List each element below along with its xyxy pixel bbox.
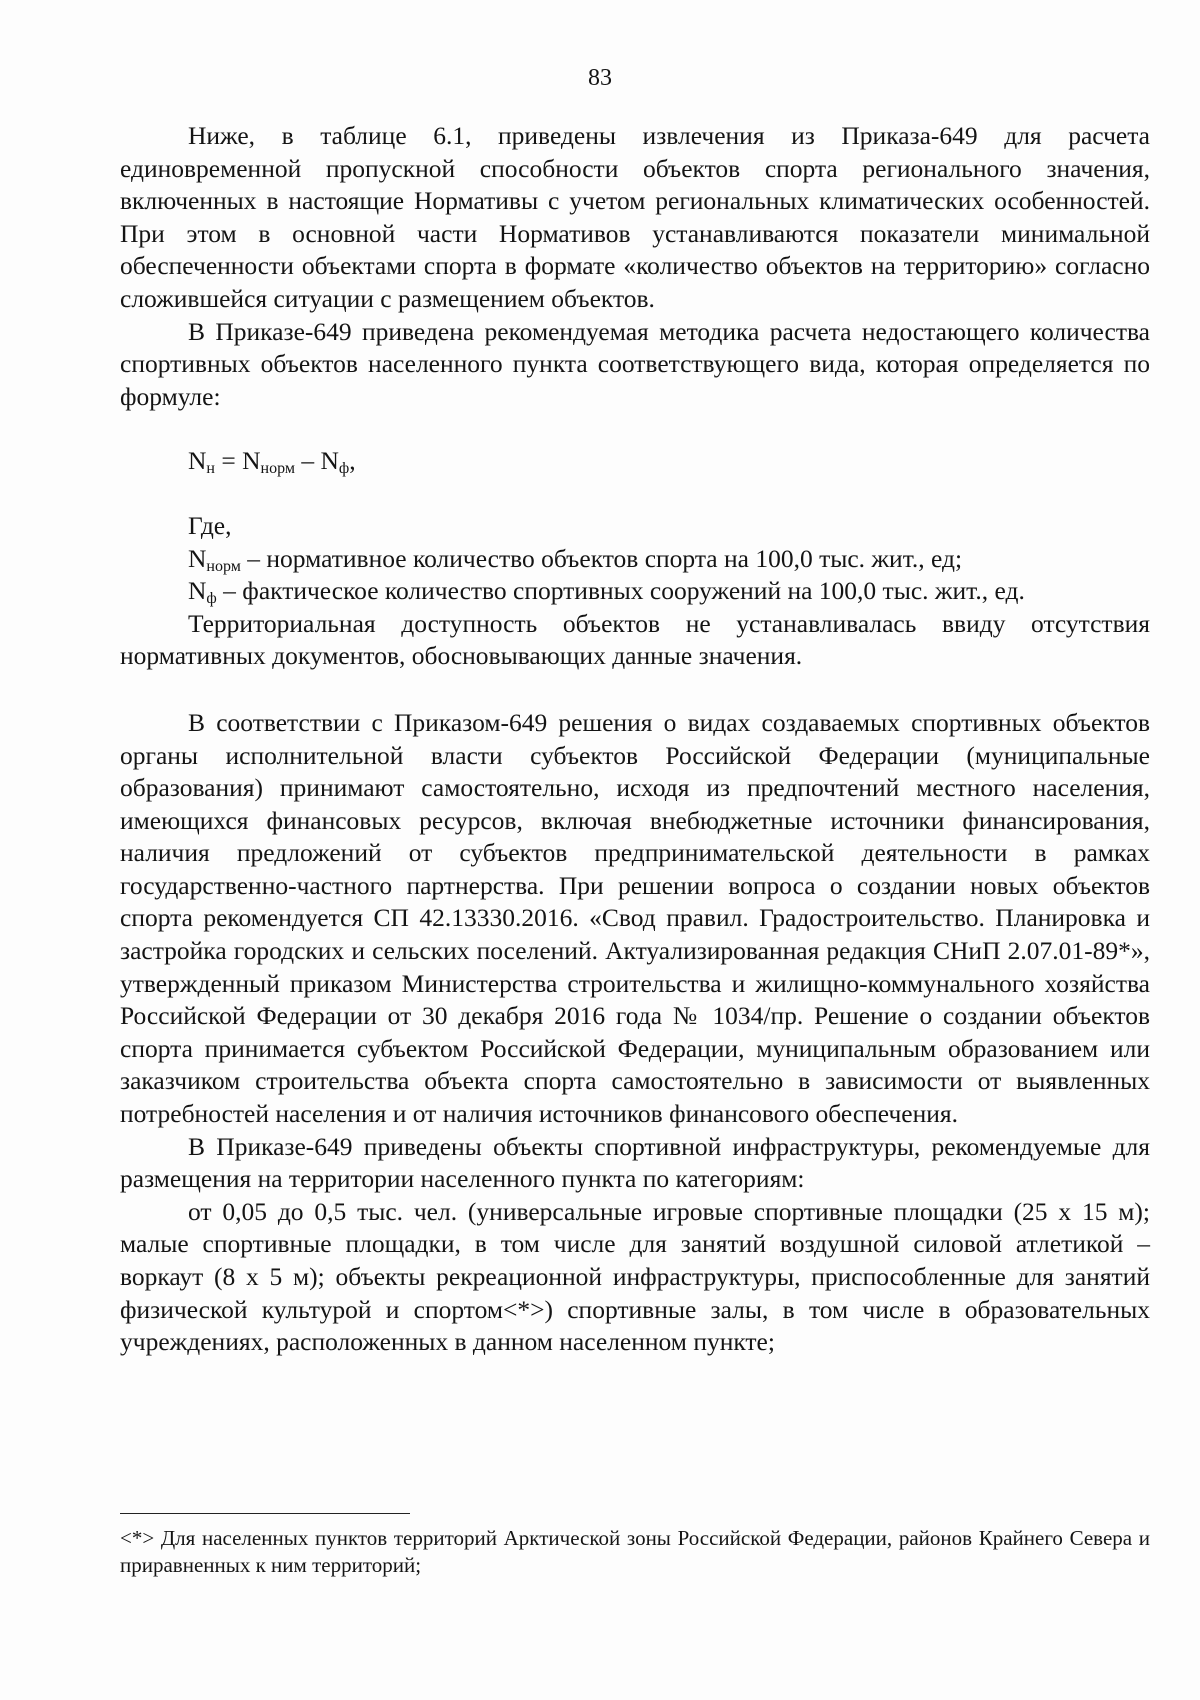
footnote: <*> Для населенных пунктов территорий Арктической зоны Российской Федерации, районов Крайнего Севера и приравненных к ним территорий; [120, 1526, 1150, 1577]
paragraph-infrastructure: В Приказе-649 приведены объекты спортивной инфраструктуры, рекомендуемые для размещения на территории населенного пункта по категориям: [120, 1131, 1150, 1194]
paragraph-method-intro: В Приказе-649 приведена рекомендуемая методика расчета недостающего количества спортивных объектов населенного пункта соответствующего вида, которая определяется по формуле: [120, 316, 1150, 411]
definition-subscript: норм [206, 557, 241, 575]
paragraph-accessibility: Территориальная доступность объектов не устанавливалась ввиду отсутствия нормативных документов, обосновывающих данные значения. [120, 608, 1150, 671]
formula-tail: , [349, 446, 356, 476]
definition-actual [120, 575, 1150, 608]
paragraph-table-intro: Ниже, в таблице 6.1, приведены извлечения из Приказа-649 для расчета единовременной пропускной способности объектов спорта регионального значения, включенных в настоящие Нормативы с учетом региональных климатических особенностей. При этом в основной части Нормативов устанавливаются показатели минимальной обеспеченности объектами спорта в формате «количество объектов на территорию» согласно сложившейся ситуации с размещением объектов. [120, 121, 1150, 313]
body-text [120, 120, 1150, 1359]
formula-rhs-norm-subscript: норм [260, 460, 295, 478]
definition-text: – нормативное количество объектов спорта на 100,0 тыс. жит., ед; [240, 543, 963, 573]
paragraph-decisions: В соответствии с Приказом-649 решения о видах создаваемых спортивных объектов органы исполнительной власти субъектов Российской Федерации (муниципальные образования) принимают самостоятельно, исходя из предпочтений местного населения, имеющихся финансовых ресурсов, включая внебюджетные источники финансирования, наличия предложений от субъектов предпринимательской деятельности в рамках государственно-частного партнерства. При решении вопроса о создании новых объектов спорта рекомендуется СП 42.13330.2016. «Свод правил. Градостроительство. Планировка и застройка городских и сельских поселений. Актуализированная редакция СНиП 2.07.01-89*», утвержденный приказом Министерства строительства и жилищно-коммунального хозяйства Российской Федерации от 30 декабря 2016 года № 1034/пр. Решение о создании объектов спорта принимается субъектом Российской Федерации, муниципальным образованием или заказчиком строительства объекта спорта самостоятельно в зависимости от выявленных потребностей населения и от наличия источников финансового обеспечения. [120, 707, 1150, 1129]
definition-symbol: N [188, 576, 207, 606]
formula [120, 445, 1150, 478]
formula-rhs-norm: N [242, 446, 261, 476]
definition-text: – фактическое количество спортивных сооружений на 100,0 тыс. жит., ед. [216, 576, 1025, 606]
formula-lhs: N [188, 446, 207, 476]
paragraph-category-small: от 0,05 до 0,5 тыс. чел. (универсальные игровые спортивные площадки (25 х 15 м); малые спортивные площадки, в том числе для занятий воздушной силовой атлетикой – воркаут (8 х 5 м); объекты рекреационной инфраструктуры, приспособленные для занятий физической культурой и спортом<*>) спортивные залы, в том числе в образовательных учреждениях, расположенных в данном населенном пункте; [120, 1196, 1150, 1357]
formula-rhs-actual: N [320, 446, 339, 476]
definition-norm [120, 543, 1150, 576]
footnote-divider [120, 1513, 410, 1514]
formula-rhs-actual-subscript: ф [338, 460, 350, 478]
definition-symbol: N [188, 543, 207, 573]
formula-minus: – [295, 446, 321, 476]
where-label: Где, [188, 510, 232, 540]
formula-lhs-subscript: н [206, 460, 215, 478]
formula-equals: = [214, 446, 243, 476]
definition-subscript: ф [206, 590, 217, 608]
page-number: 83 [588, 65, 612, 91]
